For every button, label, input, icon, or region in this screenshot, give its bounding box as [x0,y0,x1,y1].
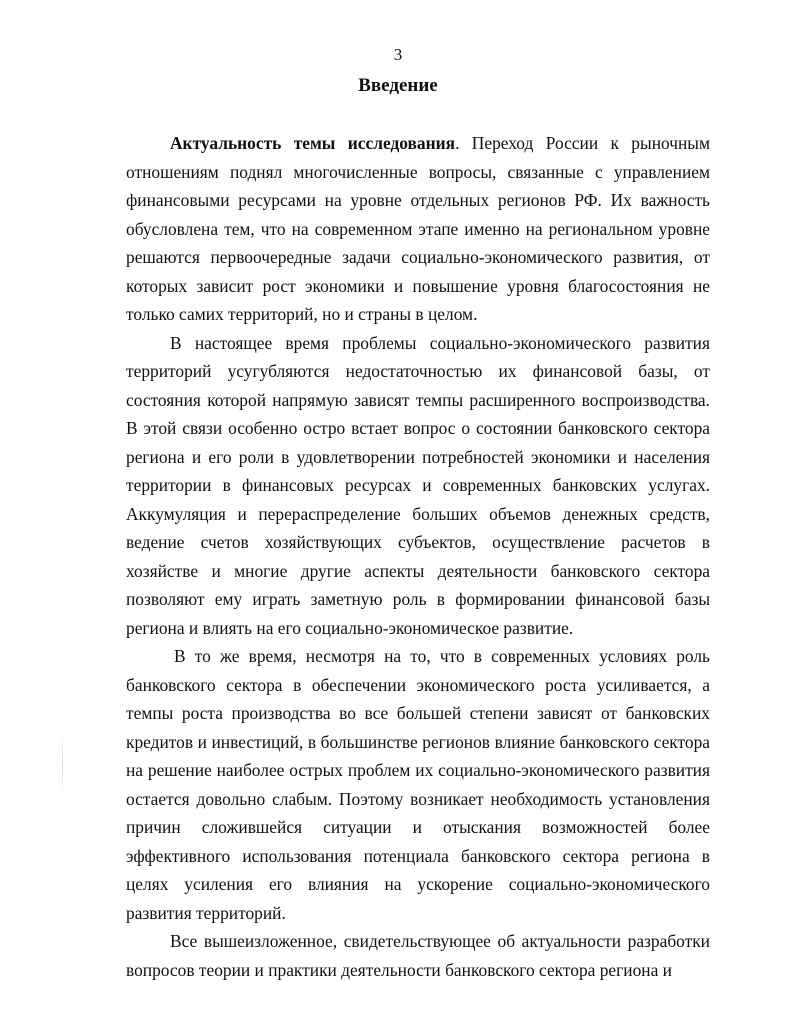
scan-margin-mark [62,735,63,795]
paragraph-banking-influence: В то же время, несмотря на то, что в современных условиях роль банковского сектора в обеспечении экономического роста усиливается, а темпы роста производства во все большей степени зависят от банковских кредитов и инвестиций, в большинстве регионов влияние банковского сектора на решение наиболее острых проблем их социально-экономического развития остается довольно слабым. Поэтому возникает необходимость установления причин сложившейся ситуации и отыскания возможностей более эффективного использования потенциала банковского сектора региона в целях усиления его влияния на ускорение социально-экономического развития территорий. [126,646,710,923]
page-number: 3 [393,45,403,64]
paragraph-conclusion: Все вышеизложенное, свидетельствующее об актуальности разработки вопросов теории и практики деятельности банковского сектора региона и [126,931,710,980]
relevance-text: Переход России к рыночным отношениям поднял многочисленные вопросы, связанные с управлением финансовыми ресурсами на уровне отдельных регионов РФ. Их важность обусловлена тем, что на современном этапе именно на региональном уровне решаются первоочередные задачи социально-экономического развития, от которых зависит рост экономики и повышение уровня благосостояния не только самих территорий, но и страны в целом. [126,133,710,324]
paragraph-current-problems: В настоящее время проблемы социально-экономического развития территорий усугубляются недостаточностью их финансовой базы, от состояния которой напрямую зависят темпы расширенного воспроизводства. В этой связи особенно остро встает вопрос о состоянии банковского сектора региона и его роли в удовлетворении потребностей экономики и населения территории в финансовых ресурсах и современных банковских услугах. Аккумуляция и перераспределение больших объемов денежных средств, ведение счетов хозяйствующих субъектов, осуществление расчетов в хозяйстве и многие другие аспекты деятельности банковского сектора позволяют ему играть заметную роль в формировании финансовой базы региона и влиять на его социально-экономическое развитие. [126,332,710,638]
section-heading: Введение [358,75,438,96]
body-text [126,129,710,984]
relevance-lead-punct: . [455,133,460,153]
relevance-lead: Актуальность темы исследования [170,133,456,153]
paragraph-relevance [126,129,710,329]
